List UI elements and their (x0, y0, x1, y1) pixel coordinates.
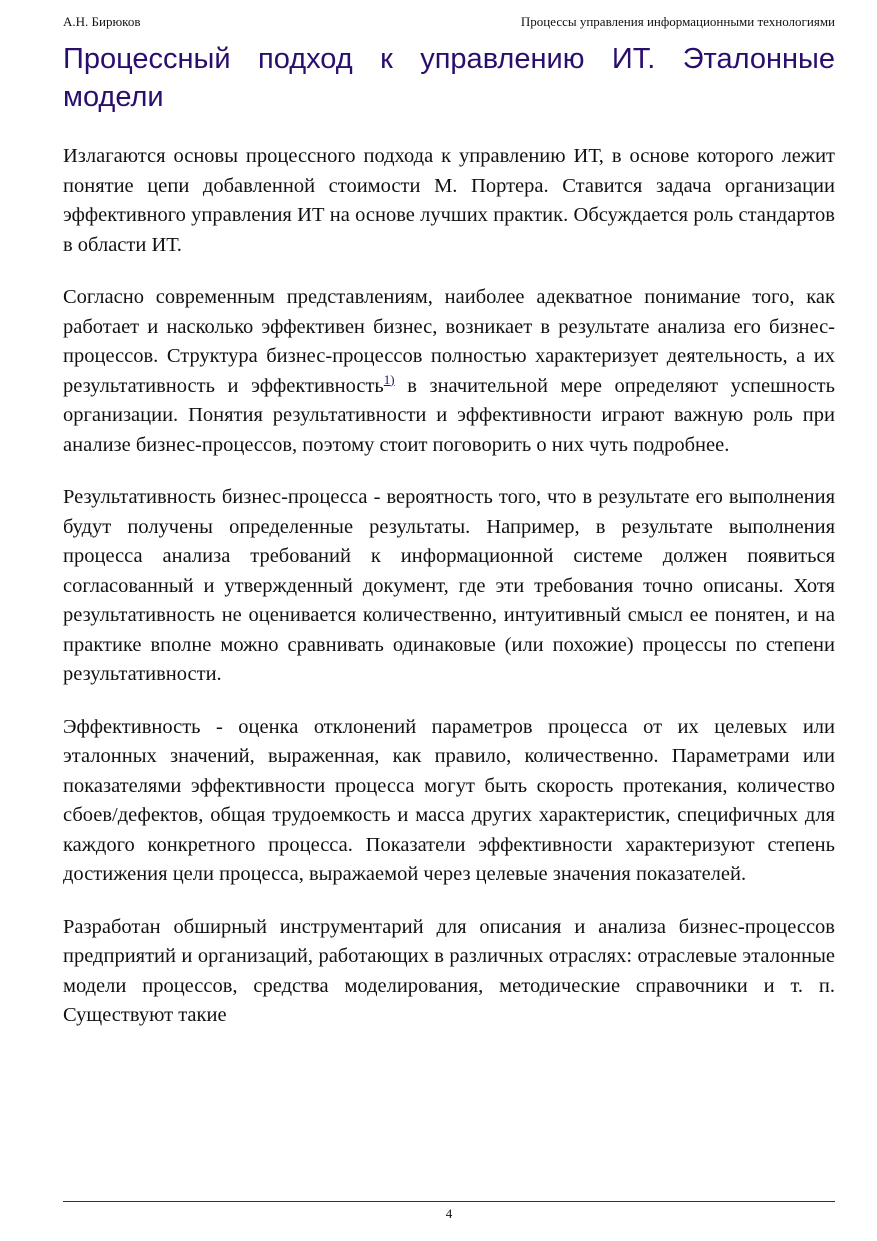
paragraph-processes (63, 283, 835, 460)
paragraph-processes-part1: Согласно современным представлениям, наиболее адекватное понимание того, как работает и насколько эффективен бизнес, возникает в результате анализа его бизнес-процессов. Структура бизнес-процессов полностью характеризует деятельность, а их результативность и эффективность (63, 286, 835, 397)
paragraph-result: Результативность бизнес-процесса - вероятность того, что в результате его выполнения будут получены определенные результаты. Например, в результате выполнения процесса анализа требований к информационной системе должен появиться согласованный и утвержденный документ, где эти требования точно описаны. Хотя результативность не оценивается количественно, интуитивный смысл ее понятен, и на практике вполне можно сравнивать одинаковые (или похожие) процессы по степени результативности. (63, 486, 835, 685)
footer-divider (63, 1201, 835, 1202)
header-course-title: Процессы управления информационными технологиями (520, 14, 835, 29)
footnote-link[interactable]: 1) (383, 371, 395, 387)
header-author: А.Н. Бирюков (63, 14, 141, 29)
paragraph-intro: Излагаются основы процессного подхода к управлению ИТ, в основе которого лежит понятие цепи добавленной стоимости М. Портера. Ставится задача организации эффективного управления ИТ на основе лучших практик. Обсуждается роль стандартов в области ИТ. (63, 145, 835, 256)
paragraph-tools: Разработан обширный инструментарий для описания и анализа бизнес-процессов предприятий и организаций, работающих в различных отраслях: отраслевые эталонные модели процессов, средства моделирования, методические справочники и т. п. Существуют такие (63, 915, 835, 1026)
body-text (63, 142, 835, 1054)
running-header (63, 14, 835, 34)
footnote-ref (384, 372, 395, 387)
paragraph-efficiency: Эффективность - оценка отклонений параметров процесса от их целевых или эталонных значений, выраженная, как правило, количественно. Параметрами или показателями эффективности процесса могут быть скорость протекания, количество сбоев/дефектов, общая трудоемкость и масса других характеристик, специфичных для каждого конкретного процесса. Показатели эффективности характеризуют степень достижения цели процесса, выражаемой через целевые значения показателей. (63, 715, 835, 885)
page-number: 4 (445, 1206, 453, 1221)
paragraph-processes-part2: в значительной мере определяют успешность организации. Понятия результативности и эффективности играют важную роль при анализе бизнес-процессов, поэтому стоит поговорить о них чуть подробнее. (63, 374, 835, 456)
page-title: Процессный подход к управлению ИТ. Эталонные модели (63, 43, 835, 113)
